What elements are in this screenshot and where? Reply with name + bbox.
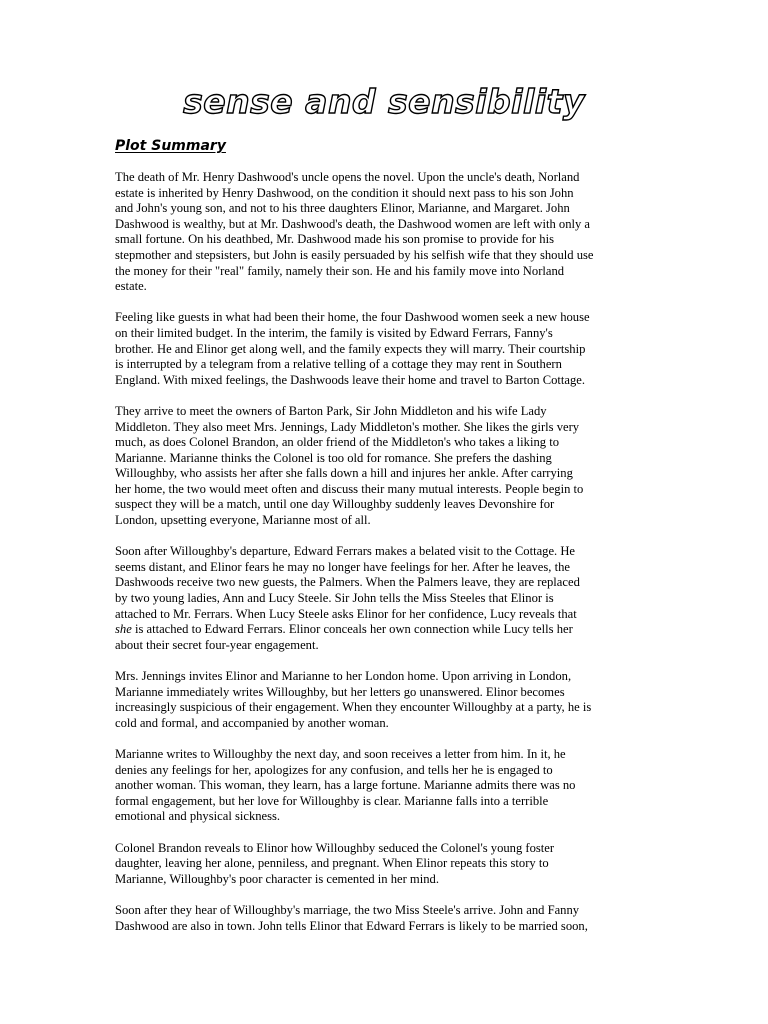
paragraph — [115, 310, 657, 388]
text-line: formal engagement, but her love for Willoughby is clear. Marianne falls into a terrible — [115, 793, 549, 808]
text-line: small fortune. On his deathbed, Mr. Dashwood made his son promise to provide for his — [115, 232, 554, 247]
text-line: Dashwood is wealthy, but at Mr. Dashwood's death, the Dashwood women are left with only a — [115, 216, 591, 231]
paragraph — [115, 170, 657, 295]
text-line: on their limited budget. In the interim, the family is visited by Edward Ferrars, Fanny's — [115, 325, 553, 340]
text-line: about their secret four-year engagement. — [115, 637, 319, 652]
text-line: Marianne immediately writes Willoughby, but her letters go unanswered. Elinor becomes — [115, 684, 565, 699]
text-line: the money for their "real" family, namely their son. He and his family move into Norland — [115, 263, 565, 278]
paragraph — [115, 841, 657, 888]
text-line: another woman. This woman, they learn, has a large fortune. Marianne admits there was no — [115, 778, 576, 793]
text-line: cold and formal, and accompanied by another woman. — [115, 715, 389, 730]
text-line: estate. — [115, 279, 147, 294]
text-line: Mrs. Jennings invites Elinor and Marianne to her London home. Upon arriving in London, — [115, 669, 572, 683]
text-line: attached to Mr. Ferrars. When Lucy Steele asks Elinor for her confidence, Lucy reveals that — [115, 606, 577, 621]
text-line: Marianne writes to Willoughby the next day, and soon receives a letter from him. In it, he — [115, 746, 566, 761]
paragraph — [115, 903, 657, 934]
text-line: much, as does Colonel Brandon, an older friend of the Middleton's who takes a liking to — [115, 435, 560, 450]
text-line: Middleton. They also meet Mrs. Jennings, Lady Middleton's mother. She likes the girls very — [115, 419, 580, 434]
text-line: seems distant, and Elinor fears he may no longer have feelings for her. After he leaves, the — [115, 559, 570, 574]
paragraph — [115, 404, 657, 529]
text-line: They arrive to meet the owners of Barton Park, Sir John Middleton and his wife Lady — [115, 403, 547, 418]
text-line: daughter, leaving her alone, penniless, and pregnant. When Elinor repeats this story to — [115, 856, 549, 871]
text-line: Willoughby, who assists her after she falls down a hill and injures her ankle. After carrying — [115, 466, 573, 481]
text-line: Soon after Willoughby's departure, Edward Ferrars makes a belated visit to the Cottage. He — [115, 544, 576, 559]
paragraph — [115, 669, 657, 731]
document-title: sense and sensibility — [183, 82, 585, 121]
text-line: she is attached to Edward Ferrars. Elinor conceals her own connection while Lucy tells her — [115, 622, 573, 637]
text-line: estate is inherited by Henry Dashwood, on the condition it should next pass to his son John — [115, 185, 574, 200]
text-line: brother. He and Elinor get along well, and the family expects they will marry. Their courtship — [115, 341, 586, 356]
text-line: Soon after they hear of Willoughby's marriage, the two Miss Steele's arrive. John and Fanny — [115, 902, 580, 917]
section-heading: Plot Summary — [115, 138, 226, 154]
text-line: stepmother and stepsisters, but John is easily persuaded by his selfish wife that they should use — [115, 247, 594, 262]
document-body — [115, 170, 657, 950]
text-line: Dashwoods receive two new guests, the Palmers. When the Palmers leave, they are replaced — [115, 575, 580, 590]
text-line: London, upsetting everyone, Marianne most of all. — [115, 513, 371, 528]
emphasis-word: she — [115, 622, 132, 637]
text-line: suspect they will be a match, until one day Willoughby suddenly leaves Devonshire for — [115, 497, 555, 512]
text-line: by two young ladies, Ann and Lucy Steele. Sir John tells the Miss Steeles that Elinor is — [115, 591, 554, 606]
paragraph — [115, 544, 657, 653]
paragraph — [115, 747, 657, 825]
text-line: denies any feelings for her, apologizes for any confusion, and tells her he is engaged to — [115, 762, 553, 777]
text-line: emotional and physical sickness. — [115, 809, 281, 824]
text-line: increasingly suspicious of their engagement. When they encounter Willoughby at a party, he is — [115, 700, 592, 715]
text-line: and John's young son, and not to his three daughters Elinor, Marianne, and Margaret. John — [115, 201, 570, 216]
text-line: The death of Mr. Henry Dashwood's uncle opens the novel. Upon the uncle's death, Norland — [115, 170, 580, 184]
text-line: Marianne. Marianne thinks the Colonel is too old for romance. She prefers the dashing — [115, 450, 552, 465]
text-line: Dashwood are also in town. John tells Elinor that Edward Ferrars is likely to be married soon, — [115, 918, 588, 933]
text-line: Feeling like guests in what had been their home, the four Dashwood women seek a new house — [115, 310, 590, 325]
text-line: is interrupted by a telegram from a relative telling of a cottage they may rent in Southern — [115, 357, 562, 372]
text-line: Marianne, Willoughby's poor character is cemented in her mind. — [115, 871, 439, 886]
text-line: England. With mixed feelings, the Dashwoods leave their home and travel to Barton Cottage. — [115, 372, 586, 387]
text-line: her home, the two would meet often and discuss their many mutual interests. People begin to — [115, 481, 584, 496]
text-line: Colonel Brandon reveals to Elinor how Willoughby seduced the Colonel's young foster — [115, 840, 555, 855]
